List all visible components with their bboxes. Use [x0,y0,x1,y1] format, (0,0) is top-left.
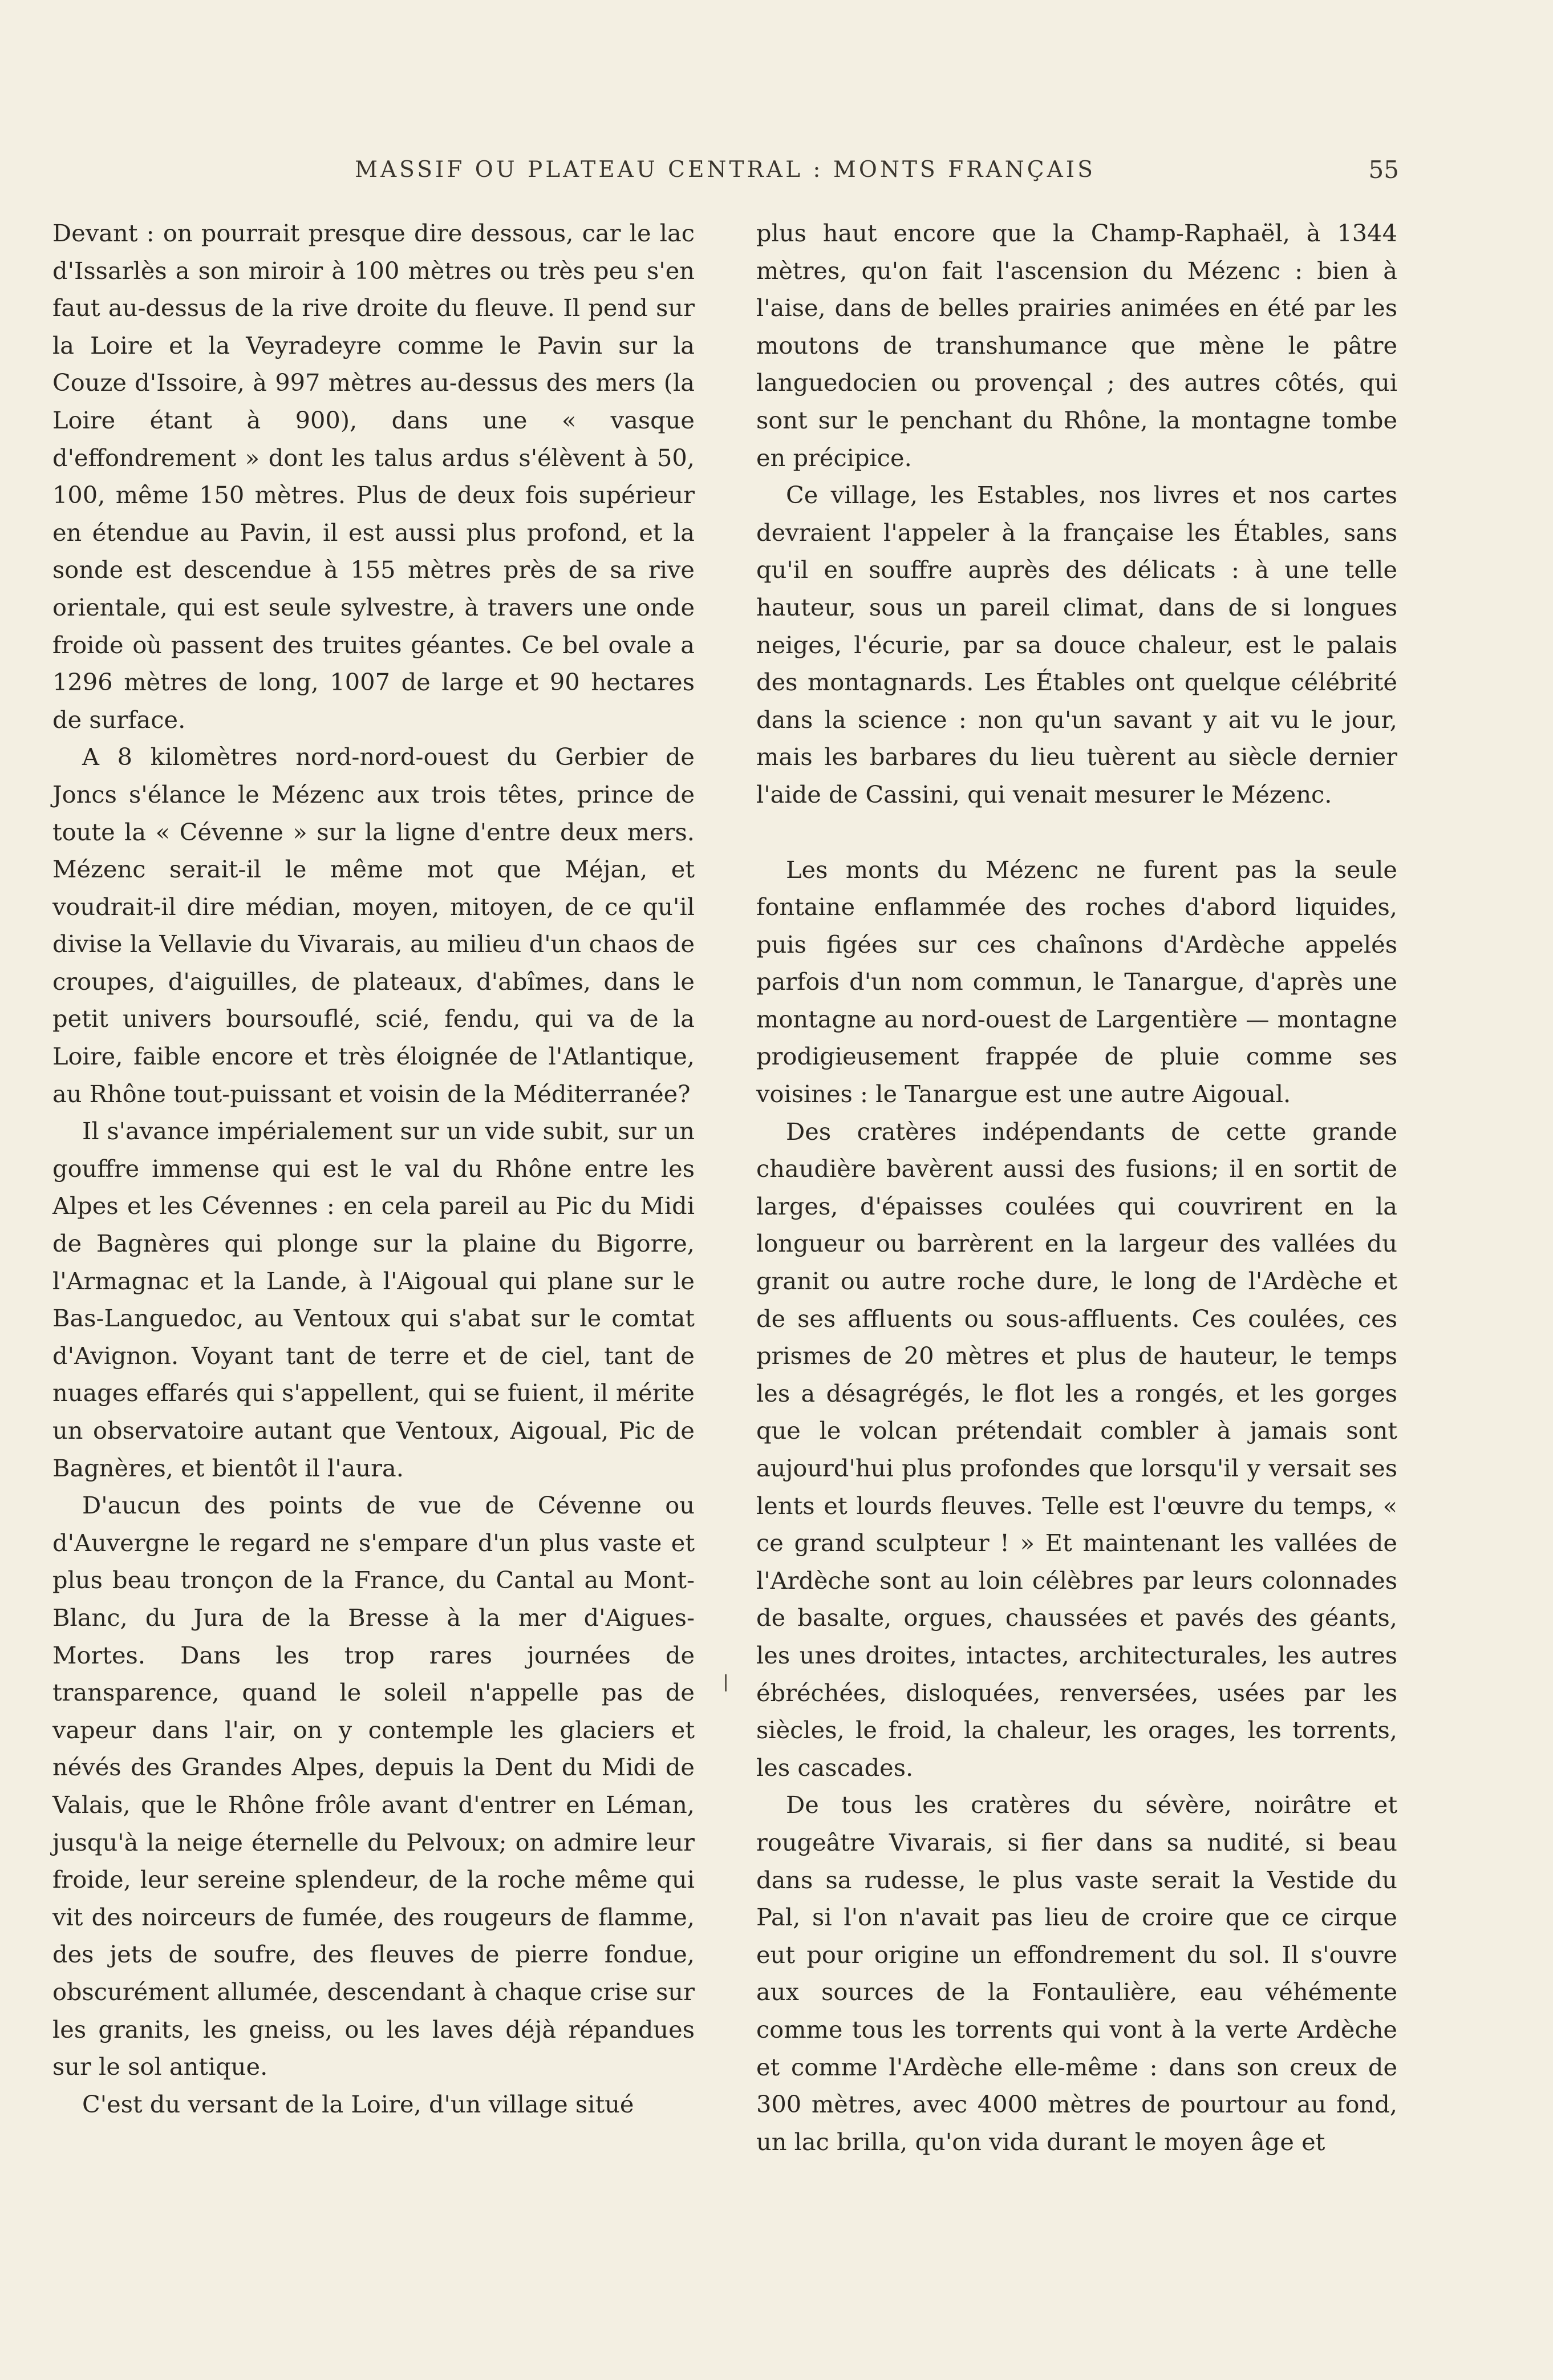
paragraph: Des cratères indépendants de cette grande chaudière bavèrent aussi des fusions; il en sortit de larges, d'épaisses coulées qui couvrirent en la longueur ou barrèrent en la largeur des vallées du granit ou autre roche dure, le long de l'Ardèche et de ses affluents ou sous-affluents. Ces coulées, ces prismes de 20 mètres et plus de hauteur, le temps les a désagrégés, le flot les a rongés, et les gorges que le volcan prétendait combler à jamais sont aujourd'hui plus profondes que lorsqu'il y versait ses lents et lourds fleuves. Telle est l'œuvre du temps, « ce grand sculpteur ! » Et maintenant les vallées de l'Ardèche sont au loin célèbres par leurs colonnades de basalte, orgues, chaussées et pavés des géants, les unes droites, intactes, architecturales, les autres ébréchées, disloquées, renversées, usées par les siècles, le froid, la chaleur, les orages, les torrents, les cascades. [756,1117,1397,1782]
paragraph: plus haut encore que la Champ-Raphaël, à 1344 mètres, qu'on fait l'ascension du Mézenc : bien à l'aise, dans de belles prairies animées en été par les moutons de transhumance que mène le pâtre languedocien ou provençal ; des autres côtés, qui sont sur le penchant du Rhône, la montagne tombe en précipice. [756,219,1397,472]
right-column [756,214,1397,2160]
paragraph: Ce village, les Estables, nos livres et nos cartes devraient l'appeler à la française les Étables, sans qu'il en souffre auprès des délicats : à une telle hauteur, sous un pareil climat, dans de si longues neiges, l'écurie, par sa douce chaleur, est le palais des montagnards. Les Étables ont quelque célébrité dans la science : non qu'un savant y ait vu le jour, mais les barbares du lieu tuèrent au siècle dernier l'aide de Cassini, qui venait mesurer le Mézenc. [756,481,1397,808]
paragraph: A 8 kilomètres nord-nord-ouest du Gerbier de Joncs s'élance le Mézenc aux trois têtes, prince de toute la « Cévenne » sur la ligne d'entre deux mers. Mézenc serait-il le même mot que Méjan, et voudrait-il dire médian, moyen, mitoyen, de ce qu'il divise la Vellavie du Vivarais, au milieu d'un chaos de croupes, d'aiguilles, de plateaux, d'abîmes, dans le petit univers boursouflé, scié, fendu, qui va de la Loire, faible encore et très éloignée de l'Atlantique, au Rhône tout-puissant et voisin de la Méditerranée? [52,743,695,1108]
paragraph: Les monts du Mézenc ne furent pas la seule fontaine enflammée des roches d'abord liquides, puis figées sur ces chaînons d'Ardèche appelés parfois d'un nom commun, le Tanargue, d'après une montagne au nord-ouest de Largentière — montagne prodigieusement frappée de pluie comme ses voisines : le Tanargue est une autre Aigoual. [756,855,1397,1108]
paragraph: Il s'avance impérialement sur un vide subit, sur un gouffre immense qui est le val du Rhône entre les Alpes et les Cévennes : en cela pareil au Pic du Midi de Bagnères qui plonge sur la plaine du Bigorre, l'Armagnac et la Lande, à l'Aigoual qui plane sur le Bas-Languedoc, au Ventoux qui s'abat sur le comtat d'Avignon. Voyant tant de terre et de ciel, tant de nuages effarés qui s'appellent, qui se fuient, il mérite un observatoire autant que Ventoux, Aigoual, Pic de Bagnères, et bientôt il l'aura. [52,1117,695,1482]
left-column [52,214,695,2123]
paragraph: C'est du versant de la Loire, d'un village situé [82,2090,634,2118]
paragraph: Devant : on pourrait presque dire dessous, car le lac d'Issarlès a son miroir à 100 mètres ou très peu s'en faut au-dessus de la rive droite du fleuve. Il pend sur la Loire et la Veyradeyre comme le Pavin sur la Couze d'Issoire, à 997 mètres au-dessus des mers (la Loire étant à 900), dans une « vasque d'effondrement » dont les talus ardus s'élèvent à 50, 100, même 150 mètres. Plus de deux fois supérieur en étendue au Pavin, il est aussi plus profond, et la sonde est descendue à 155 mètres près de sa rive orientale, qui est seule sylvestre, à travers une onde froide où passent des truites géantes. Ce bel ovale a 1296 mètres de long, 1007 de large et 90 hectares de surface. [52,219,695,734]
paragraph: De tous les cratères du sévère, noirâtre et rougeâtre Vivarais, si fier dans sa nudité, si beau dans sa rudesse, le plus vaste serait la Vestide du Pal, si l'on n'avait pas lieu de croire que ce cirque eut pour origine un effondrement du sol. Il s'ouvre aux sources de la Fontaulière, eau véhémente comme tous les torrents qui vont à la verte Ardèche et comme l'Ardèche elle-même : dans son creux de 300 mètres, avec 4000 mètres de pourtour au fond, un lac brilla, qu'on vida durant le moyen âge et [756,1791,1397,2156]
paragraph: D'aucun des points de vue de Cévenne ou d'Auvergne le regard ne s'empare d'un plus vaste et plus beau tronçon de la France, du Cantal au Mont-Blanc, du Jura de la Bresse à la mer d'Aigues-Mortes. Dans les trop rares journées de transparence, quand le soleil n'appelle pas de vapeur dans l'air, on y contemple les glaciers et névés des Grandes Alpes, depuis la Dent du Midi de Valais, que le Rhône frôle avant d'entrer en Léman, jusqu'à la neige éternelle du Pelvoux; on admire leur froide, leur sereine splendeur, de la roche même qui vit des noirceurs de fumée, des rougeurs de flamme, des jets de soufre, des fleuves de pierre fondue, obscurément allumée, descendant à chaque crise sur les granits, les gneiss, ou les laves déjà répandues sur le sol antique. [52,1491,695,2081]
running-header: MASSIF OU PLATEAU CENTRAL : MONTS FRANÇAIS [355,157,1096,183]
page-number: 55 [1368,156,1399,184]
column-mark [725,1674,727,1691]
